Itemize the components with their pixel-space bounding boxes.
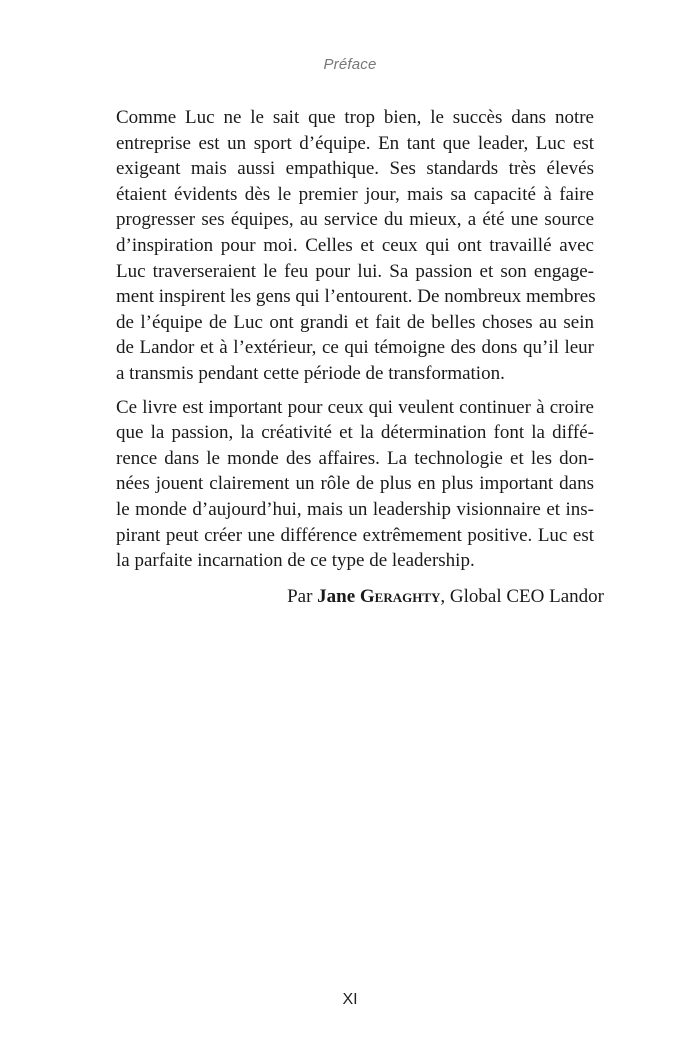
text-line: que la passion, la créativité et la détermination font la diffé- — [116, 422, 594, 444]
text-line: a transmis pendant cette période de transformation. — [116, 362, 505, 384]
page-number: XI — [342, 991, 358, 1008]
running-head: Préface — [323, 56, 377, 73]
text-line: exigeant mais aussi empathique. Ses standards très élevés — [116, 158, 594, 180]
text-line: pirant peut créer une différence extrêmement positive. Luc est — [116, 524, 594, 546]
signature-first-name: Jane — [317, 586, 360, 607]
text-line: de l’équipe de Luc ont grandi et fait de belles choses au sein — [116, 311, 594, 333]
text-line: d’inspiration pour moi. Celles et ceux qui ont travaillé avec — [116, 234, 594, 256]
paragraph-1 — [116, 105, 594, 387]
text-line: Ce livre est important pour ceux qui veulent continuer à croire — [116, 396, 594, 418]
paragraph-2 — [116, 395, 594, 574]
text-line: entreprise est un sport d’équipe. En tant que leader, Luc est — [116, 132, 594, 154]
preface-body — [116, 105, 594, 574]
text-line: nées jouent clairement un rôle de plus en plus important dans — [116, 473, 594, 495]
signature-surname: Geraghty — [359, 586, 441, 607]
signature-prefix: Par — [287, 586, 318, 607]
text-line: le monde d’aujourd’hui, mais un leadership visionnaire et ins- — [116, 498, 594, 520]
text-line: de Landor et à l’extérieur, ce qui témoigne des dons qu’il leur — [116, 337, 594, 359]
signature-suffix: , Global CEO Landor — [440, 586, 604, 607]
text-line: Luc traverseraient le feu pour lui. Sa passion et son engage- — [116, 260, 594, 282]
text-line: Comme Luc ne le sait que trop bien, le succès dans notre — [116, 107, 594, 128]
text-line: étaient évidents dès le premier jour, mais sa capacité à faire — [116, 183, 594, 205]
signature — [287, 586, 604, 608]
text-line: progresser ses équipes, au service du mieux, a été une source — [116, 209, 594, 231]
text-line: rence dans le monde des affaires. La technologie et les don- — [116, 447, 594, 469]
text-line: ment inspirent les gens qui l’entourent. De nombreux membres — [116, 286, 596, 308]
text-line: la parfaite incarnation de ce type de leadership. — [116, 550, 475, 572]
